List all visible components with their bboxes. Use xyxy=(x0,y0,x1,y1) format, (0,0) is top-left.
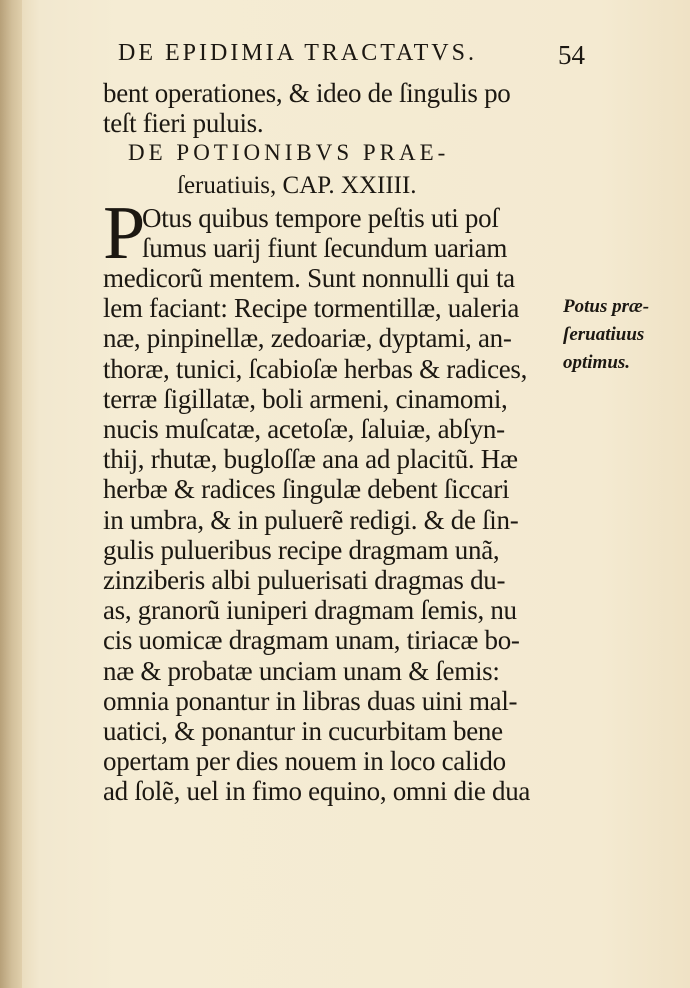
text-line: lem faciant: Recipe tormentillæ, ualeria xyxy=(103,293,520,324)
text-line: herbæ & radices ſingulæ debent ſiccari xyxy=(103,474,510,505)
text-line: zinziberis albi puluerisati dragmas du- xyxy=(103,565,506,595)
page-gutter-shadow xyxy=(0,0,22,988)
text-line: gulis pulueribus recipe dragmam unã, xyxy=(103,534,500,565)
text-line: as, granorũ iuniperi dragmam ſemis, nu xyxy=(103,595,517,626)
chapter-heading: DE POTIONIBVS PRAE- xyxy=(128,140,450,165)
text-line: omnia ponantur in libras duas uini mal- xyxy=(103,685,518,716)
text-line: bent operationes, & ideo de ſingulis po xyxy=(103,78,511,108)
text-line: terræ ſigillatæ, boli armeni, cinamomi, xyxy=(103,383,508,414)
running-title: DE EPIDIMIA TRACTATVS. xyxy=(118,40,477,66)
text-line: ſumus uarij fiunt ſecundum uariam xyxy=(142,233,508,263)
text-line: ad ſolẽ, uel in fimo equino, omni die dua xyxy=(103,776,531,807)
chapter-heading-continued: ſeruatiuis, CAP. XXIIII. xyxy=(177,172,417,199)
text-line: uatici, & ponantur in cucurbitam bene xyxy=(103,716,503,746)
text-line: opertam per dies nouem in loco calido xyxy=(103,746,506,777)
text-line: nucis muſcatæ, acetoſæ, ſaluiæ, abſyn- xyxy=(103,414,505,444)
text-line: thoræ, tunici, ſcabioſæ herbas & radices, xyxy=(103,353,528,384)
text-line: næ & probatæ unciam unam & ſemis: xyxy=(103,655,500,686)
margin-note: optimus. xyxy=(563,352,631,373)
text-line: cis uomicæ dragmam unam, tiriacæ bo- xyxy=(103,625,520,656)
text-line: in umbra, & in puluerẽ redigi. & de ſin- xyxy=(103,504,519,535)
text-line: thij, rhutæ, bugloſſæ ana ad placitũ. Hæ xyxy=(103,444,518,475)
drop-cap: P xyxy=(103,191,146,275)
text-line: teſt fieri puluis. xyxy=(103,108,264,138)
margin-note: ſeruatiuus xyxy=(563,324,645,345)
text-line: medicorũ mentem. Sunt nonnulli qui ta xyxy=(103,263,515,293)
text-line: Otus quibus tempore peſtis uti poſ xyxy=(142,203,499,233)
margin-note: Potus præ- xyxy=(563,296,650,317)
page-number: 54 xyxy=(558,40,585,70)
text-line: næ, pinpinellæ, zedoariæ, dyptami, an- xyxy=(103,323,512,354)
